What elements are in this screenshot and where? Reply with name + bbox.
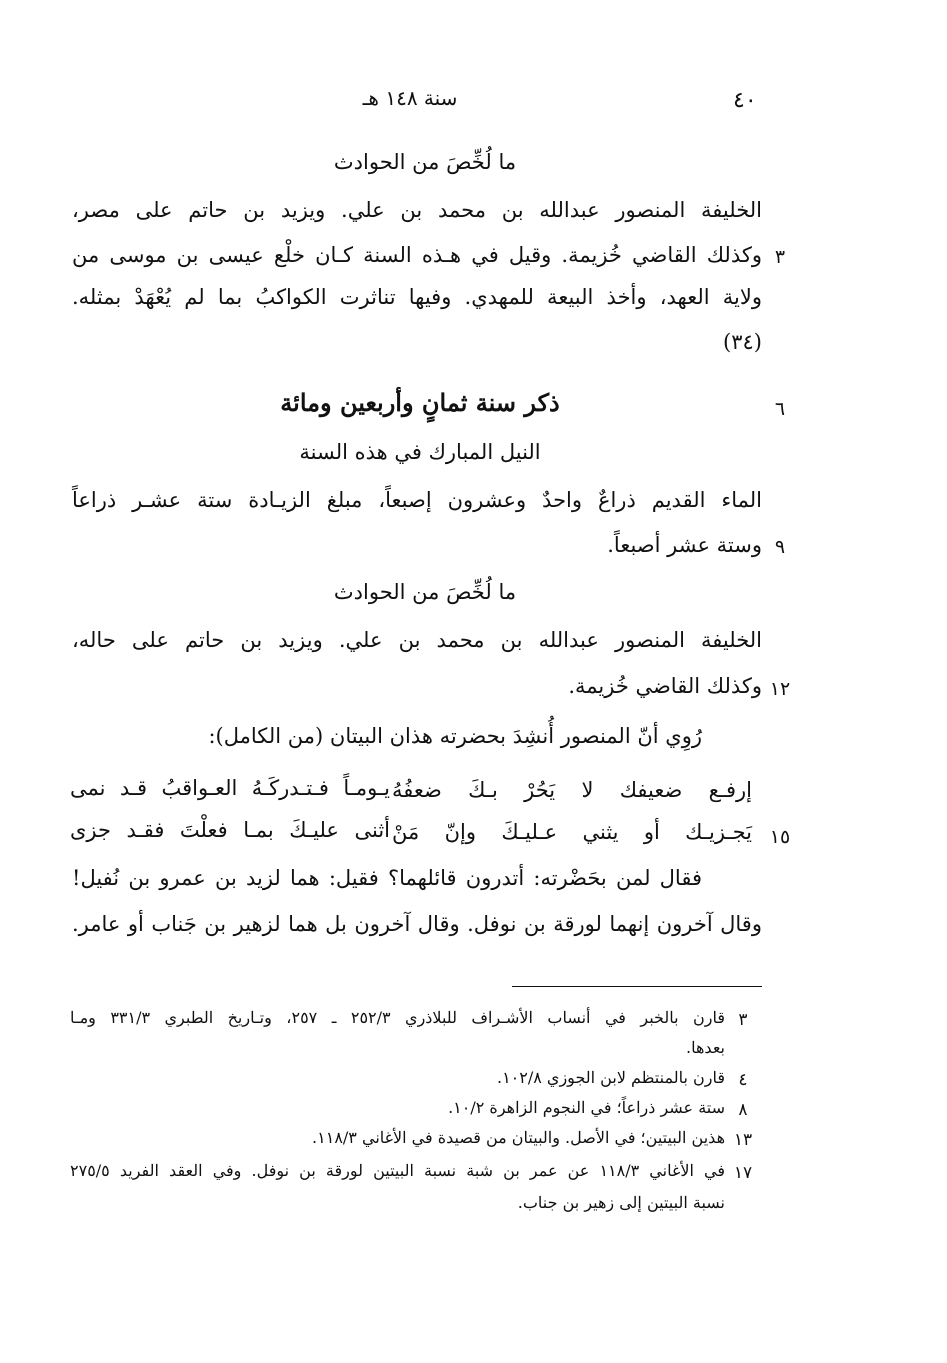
footnote-number: ٤: [738, 1070, 748, 1090]
line-number: ١٢: [769, 678, 791, 700]
line-number: ٣: [774, 246, 786, 268]
poem-intro: رُوِي أنّ المنصور أُنشِدَ بحضرته هذان البيتان (من الكامل):: [208, 724, 702, 748]
year-heading: ذكر سنة ثمانٍ وأربعين ومائة: [280, 388, 560, 417]
text-line: وكذلك القاضي خُزيمة.: [568, 674, 762, 698]
footnote-text: نسبة البيتين إلى زهير بن جناب.: [517, 1193, 725, 1212]
text-line: وستة عشر أصبعاً.: [607, 533, 762, 557]
footnote-number: ٨: [738, 1100, 748, 1120]
text-line: وكذلك القاضي خُزيمة. وقيل في هـذه السنة كـان خلْع عيسى بن موسى من: [72, 243, 762, 267]
nile-heading: النيل المبارك في هذه السنة: [299, 440, 541, 464]
text-line: الخليفة المنصور عبدالله بن محمد بن علي. ويزيد بن حاتم على حاله،: [72, 628, 762, 652]
section-heading-events-2: ما لُخِّصَ من الحوادث: [333, 580, 517, 604]
verse-1-first-hemistich: إرفـع ضعيفك لا يَحُرْ بـكَ ضعفُهُ: [392, 778, 752, 802]
verse-2-second-hemistich: أثنى عليـكَ بمـا فعلْتَ فقـد جزى: [70, 818, 390, 842]
footnote-text: هذين البيتين؛ في الأصل. والبيتان من قصيدة في الأغاني ١١٨/٣.: [312, 1128, 725, 1147]
footnote-text: في الأغاني ١١٨/٣ عن عمر بن شبة نسبة البيتين لورقة بن نوفل. وفي العقد الفريد ٢٧٥/٥: [70, 1161, 725, 1180]
text-line: الخليفة المنصور عبدالله بن محمد بن علي. ويزيد بن حاتم على مصر،: [72, 198, 762, 222]
verse-1-second-hemistich: يـومـاً فـتـدركَـهُ العـواقبُ قـد نمى: [70, 776, 390, 800]
line-number: ٩: [774, 536, 786, 558]
footnote-text: بعدها.: [686, 1038, 725, 1057]
footnote-number: ٣: [738, 1010, 748, 1030]
footnote-text: قارن بالمنتظم لابن الجوزي ١٠٢/٨.: [496, 1068, 725, 1087]
footnote-text: قارن بالخبر في أنساب الأشـراف للبلاذري ٢٥٢/٣ ـ ٢٥٧، وتـاريخ الطبري ٣٣١/٣ ومـا: [70, 1008, 726, 1027]
line-number: ١٥: [769, 826, 791, 848]
text-line: الماء القديم ذراعٌ واحدٌ وعشرون إصبعاً، مبلغ الزيـادة ستة عشـر ذراعاً: [72, 488, 762, 512]
section-heading-events-1: ما لُخِّصَ من الحوادث: [333, 150, 517, 174]
text-line: وقال آخرون إنهما لورقة بن نوفل. وقال آخرون بل هما لزهير بن جَناب أو عامر.: [72, 912, 762, 936]
footnote-text: ستة عشر ذراعاً؛ في النجوم الزاهرة ١٠/٢.: [448, 1098, 725, 1117]
verse-2-first-hemistich: يَجـزيـك أو يثني عـليـكَ وإنّ مَنْ: [392, 820, 752, 844]
footnote-number: ١٣: [733, 1130, 753, 1150]
line-number: ٦: [774, 398, 786, 420]
text-line: (٣٤): [723, 330, 762, 354]
page-number: ٤٠: [733, 88, 757, 113]
footnote-rule: [512, 986, 762, 987]
text-line: فقال لمن بحَضْرته: أتدرون قائلهما؟ فقيل: هما لزيد بن عمرو بن نُفيل!: [72, 866, 702, 890]
running-header: سنة ١٤٨ هـ: [362, 86, 458, 110]
text-line: ولاية العهد، وأخذ البيعة للمهدي. وفيها تناثرت الكواكبُ بما لم يُعْهَدْ بمثله.: [72, 285, 762, 309]
footnote-number: ١٧: [733, 1163, 753, 1183]
